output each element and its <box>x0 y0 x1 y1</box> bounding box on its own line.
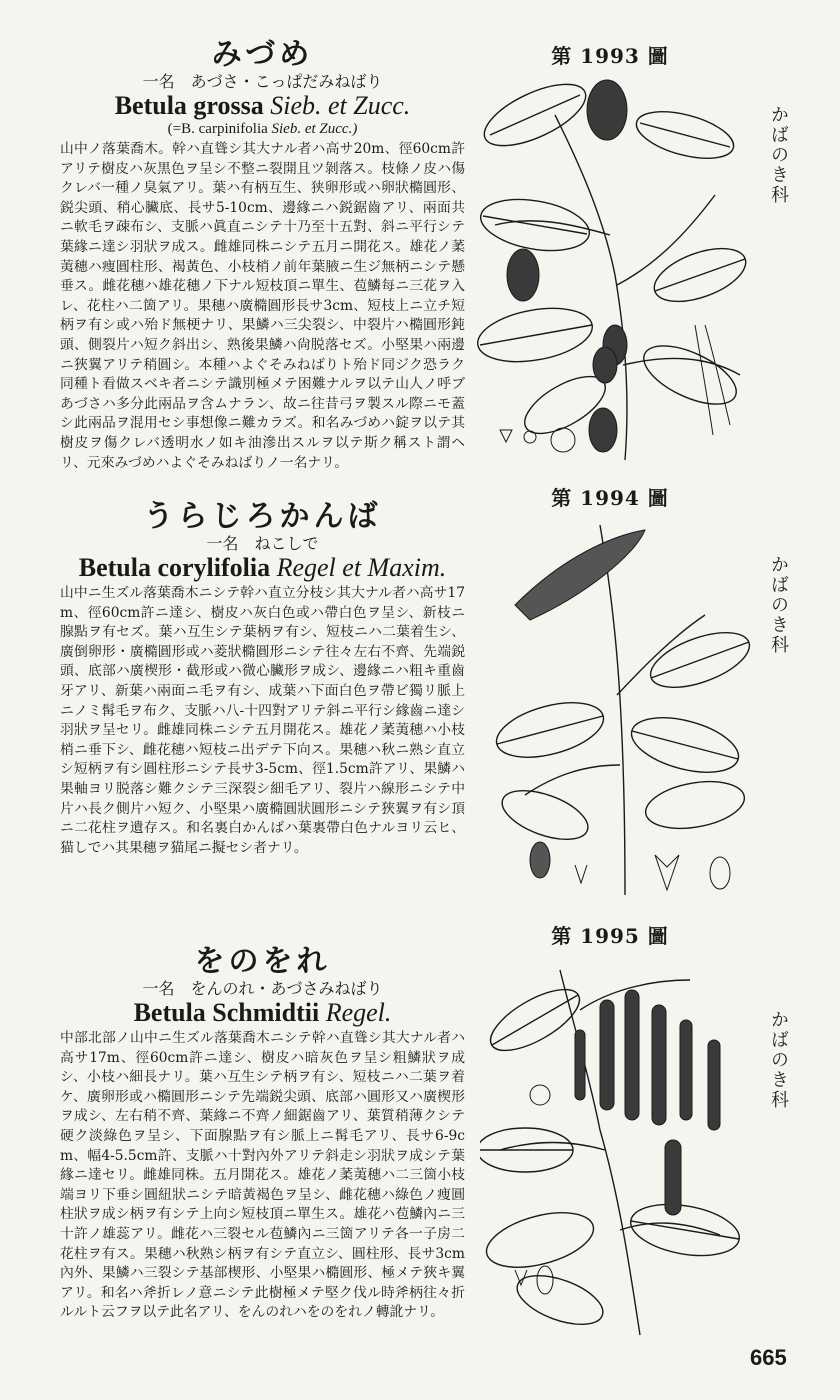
entry-onoore <box>60 945 465 1323</box>
synonym-name: (=B. carpinifolia <box>167 121 268 137</box>
sci-author: Regel et Maxim. <box>276 553 447 582</box>
sci-genus-species: Betula Schmidtii <box>133 998 320 1027</box>
sci-genus-species: Betula grossa <box>114 91 264 120</box>
sci-author: Regel. <box>325 998 392 1027</box>
entry-body-text: 山中ノ落葉喬木。幹ハ直聳シ其大ナル者ハ高サ20m、徑60cm許アリテ樹皮ハ灰黒色ヲ呈シ不整ニ裂開且ツ剝落ス。枝條ノ皮ハ傷クレバ一種ノ臭氣アリ。葉ハ有柄互生、狭卵形或ハ卵狀橢圓形、鋭尖頭、稍心臟底、長サ5-10cm、邊緣ニハ鋭鋸齒アリ、兩面共ニ軟毛ヲ疎布シ、支脈ハ眞直ニシテ十乃至十五對、斜ニ平行シテ葉緣ニ達シ羽狀ヲ成ス。雌雄同株ニシテ五月ニ開花ス。雄花ノ葇荑穗ハ痩圓柱形、褐黃色、小枝梢ノ前年葉腋ニ生ジ無柄ニシテ懸垂ス。雌花穗ハ雄花穗ノ下ナル短枝頂ニ單生、苞鱗每ニ三花ヲ入レ、花柱ハ二箇アリ。果穗ハ廣橢圓形長サ3cm、短枝上ニ立チ短柄ヲ有シ或ハ殆ド無梗ナリ、果鱗ハ三尖裂シ、中裂片ハ橢圓形鈍頭、側裂片ハ短ク斜出シ、熟後果鱗ハ尙脱落セズ。小堅果ハ兩邊ニ狹翼アリテ稍圓シ。本種ハよぐそみねばりト殆ド同ジク恐ラク同種ト看做スベキ者ニシテ識別極メテ困難ナルヲ以テ山人ノ呼ブあづさハ多分此兩品ヲ含ムナラン、故ニ往昔弓ヲ製スル際ニモ蓋シ此兩品ヲ混用セシ事想像ニ難カラズ。和名みづめハ錠ヲ以テ其樹皮ヲ傷クレバ透明水ノ如キ油滲出スルヲ以テ斯ク稱スト謂ヘリ、元來みづめハよぐそみねばりノ一名ナリ。 <box>60 141 465 471</box>
page-number: 665 <box>750 1345 787 1370</box>
scientific-name <box>60 554 465 582</box>
sci-author: Sieb. et Zucc. <box>270 91 411 120</box>
entry-alias: 一名 あづさ・こっぱだみねばり <box>142 72 383 91</box>
family-label: かばのき科 <box>768 1010 789 1110</box>
scientific-name <box>60 92 465 120</box>
sci-genus-species: Betula corylifolia <box>78 553 271 582</box>
entry-alias: 一名 をんのれ・あづさみねばり <box>142 979 383 998</box>
family-label: かばのき科 <box>768 105 789 205</box>
entry-body-text: 中部北部ノ山中ニ生ズル落葉喬木ニシテ幹ハ直聳シ其大ナル者ハ高サ17m、徑60cm許ニ達シ、樹皮ハ暗灰色ヲ呈シ粗鱗狀ヲ成シ、小枝ハ細長ナリ。葉ハ互生シテ柄ヲ有シ、短枝ニハ二葉ヲ着ケ、廣卵形或ハ橢圓形ニシテ先端鋭尖頭、底部ハ圓形又ハ廣楔形ヲ成シ、左右稍不齊、葉緣ニ不齊ノ細鋸齒アリ、葉質稍薄クシテ硬ク淡綠色ヲ呈シ、下面腺點ヲ有シ脈上ニ髯毛アリ、長サ6-9cm、幅4-5.5cm許、支脈ハ十對內外アリテ斜走シ羽狀ヲ成シテ葉緣ニ達セリ。雌雄同株。五月開花ス。雄花ノ葇荑穗ハ二三箇小枝端ヨリ下垂シ圓紐狀ニシテ暗黃褐色ヲ呈シ、雌花穗ハ綠色ノ痩圓柱狀ヲ成シ柄ヲ有シテ上向シ短枝頂ニ單生ス。雄花ハ苞鱗內ニ三十許ノ雄蕊アリ。雌花ハ三裂セル苞鱗內ニ三箇アリテ各一子房二花柱ヲ有ス。果穗ハ秋熟シ柄ヲ有シテ直立シ、圓柱形、長サ3cm內外、果鱗ハ三裂シテ基部楔形、小堅果ハ橢圓形、極メテ狹キ翼アリ。和名ハ斧折レノ意ニシテ此樹極メテ堅ク伐ル時斧柄往々折ルルト云フヲ以テ此名アリ、をんのれハをのをれノ轉訛ナリ。 <box>60 1030 465 1321</box>
entry-title: みづめ <box>211 37 314 72</box>
entry-body-text: 山中ニ生ズル落葉喬木ニシテ幹ハ直立分枝シ其大ナル者ハ高サ17m、徑60cm許ニ達シ、樹皮ハ灰白色或ハ帶白色ヲ呈シ、新枝ニ腺點ヲ有セズ。葉ハ互生シテ葉柄ヲ有シ、短枝ニハ二葉着生シ、廣倒卵形・廣橢圓形或ハ菱狀橢圓形ニシテ往々左右不齊、先端鋭頭、底部ハ廣楔形・截形或ハ微心臟形ヲ成シ、邊緣ニハ粗キ重齒牙アリ、新葉ハ兩面ニ毛ヲ有シ、成葉ハ下面白色ヲ帶ビ獨リ脈上ニノミ髯毛ヲ布ク、支脈ハ八-十四對アリテ斜ニ平行シ緣齒ニ達シ羽狀ヲ呈セリ。雌雄同株ニシテ五月開花ス。雄花ノ葇荑穗ハ小枝梢ニ垂下シ、雌花穗ハ短枝ニ出デテ下向ス。果穗ハ秋ニ熟シ直立シ短柄ヲ有シ圓柱形ニシテ長サ3-5cm、徑1.5cm許アリ、果鱗ハ果軸ヨリ脱落シ難クシテ三深裂シ細毛アリ、裂片ハ線形ニシテ中片ハ長ク側片ハ短ク、小堅果ハ廣橢圓狀圓形ニシテ狹翼ヲ有シ頂ニ二花柱ヲ遺存ス。和名裏白かんばハ葉裏帶白色ナルヨリ云ヒ、猫しでハ其果穗ヲ猫尾ニ擬セシ者ナリ。 <box>60 585 465 856</box>
synonym <box>60 120 465 138</box>
entry-mizume <box>60 38 465 473</box>
botanical-illustration-1993 <box>475 75 755 465</box>
family-label: かばのき科 <box>768 555 789 655</box>
entry-title: うらじろかんば <box>143 499 382 534</box>
figure-label: 第 1994 圖 <box>551 486 669 510</box>
entry-title: をのをれ <box>194 944 331 979</box>
botanical-illustration-1995 <box>480 950 760 1340</box>
entry-alias: 一名 ねこしで <box>206 534 319 553</box>
figure-label: 第 1995 圖 <box>551 924 669 948</box>
figure-label: 第 1993 圖 <box>551 44 669 68</box>
entry-urajirokanba <box>60 500 465 858</box>
botanical-illustration-1994 <box>485 515 755 905</box>
synonym-author: Sieb. et Zucc.) <box>271 121 358 137</box>
scientific-name <box>60 999 465 1027</box>
